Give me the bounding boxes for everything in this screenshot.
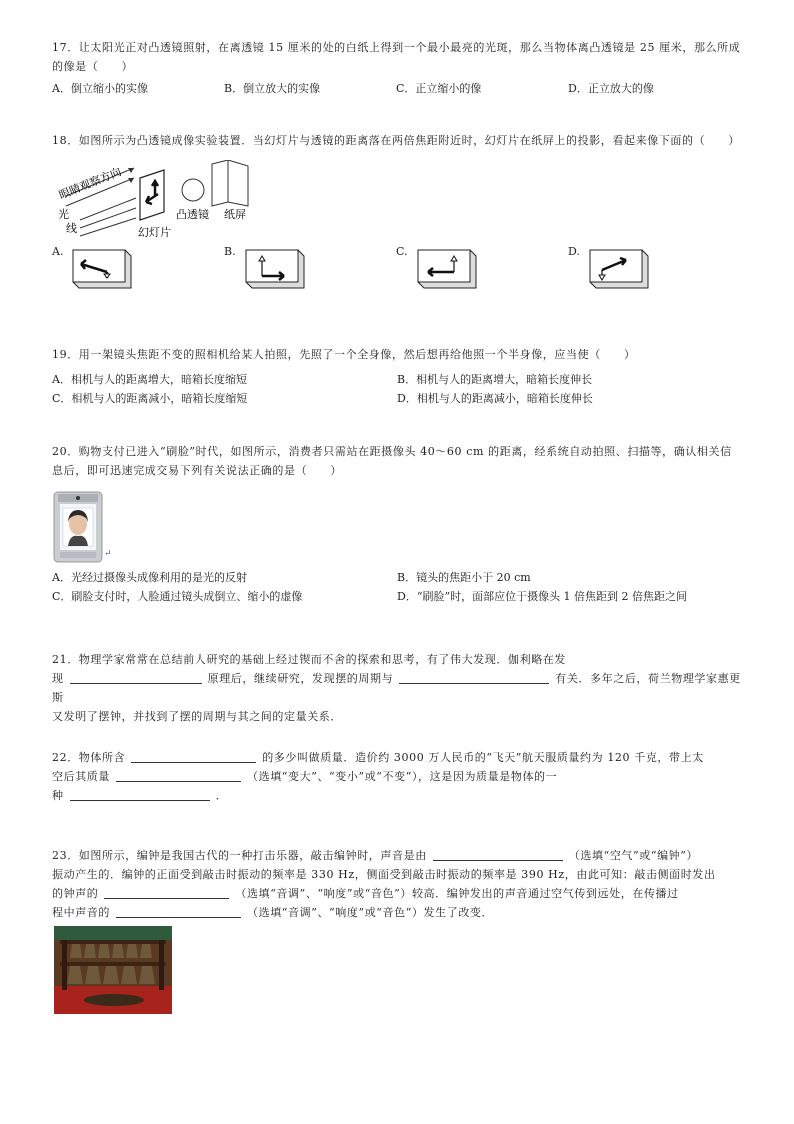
question-19 <box>52 345 742 408</box>
option-a: A．倒立缩小的实像 <box>52 82 148 95</box>
option-d: D．正立放大的像 <box>568 82 654 95</box>
face-payment-device-image <box>52 490 104 564</box>
bianzhong-photo <box>54 926 172 1014</box>
blank-2[interactable] <box>104 886 229 899</box>
option-d-figure <box>586 246 650 290</box>
option-c-figure <box>414 246 478 290</box>
option-c: C．正立缩小的像 <box>396 82 482 95</box>
question-20-text: 20．购物支付已进入“刷脸”时代，如图所示，消费者只需站在距摄像头 40～60 cm 的距离，经系统自动拍照、扫描等，确认相关信息后，即可迅速完成交易下列有关说法正确的是（ ） <box>52 445 732 477</box>
question-18-text: 18．如图所示为凸透镜成像实验装置．当幻灯片与透镜的距离落在两倍焦距附近时，幻灯片在纸屏上的投影，看起来像下面的（ ） <box>52 134 740 147</box>
option-d: D．相机与人的距离减小，暗箱长度伸长 <box>397 392 593 405</box>
question-20 <box>52 442 742 606</box>
question-21: 21．物理学家常常在总结前人研究的基础上经过锲而不舍的探索和思考，有了伟大发现．伽利略在发 现 原理后，继续研究，发现摆的周期与 有关．多年之后，荷兰物理学家惠更斯 又发明了摆钟，并找到了摆的周期与其之间的定量关系． <box>52 653 741 723</box>
question-23: 23．如图所示，编钟是我国古代的一种打击乐器，敲击编钟时，声音是由 （选填“空气”或“编钟”） 振动产生的．编钟的正面受到敲击时振动的频率是 330 Hz，侧面受到敲击时振动的频率是 390 Hz，由此可知：敲击侧面时发出 的钟声的 （选填“音调”、“响度”或“音色”）较高．编钟发出的声音通过空气传到远处，在传播过 程中声音的 （选填“音调”、“响度”或“音色”）发生了改变． <box>52 849 716 919</box>
option-b: B. <box>224 246 396 290</box>
light-label-2: 线 <box>66 222 77 235</box>
option-a: A．光经过摄像头成像利用的是光的反射 <box>52 571 247 584</box>
lens-experiment-figure <box>52 160 262 238</box>
option-b: B．倒立放大的实像 <box>224 82 321 95</box>
blank-2[interactable] <box>116 769 241 782</box>
slide-label: 幻灯片 <box>138 226 171 238</box>
option-a-figure <box>69 246 133 290</box>
option-d: D．“刷脸”时，面部应位于摄像头 1 倍焦距到 2 倍焦距之间 <box>397 590 688 603</box>
option-a: A．相机与人的距离增大，暗箱长度缩短 <box>52 373 247 386</box>
question-17 <box>52 38 742 98</box>
option-d: D. <box>568 246 740 290</box>
blank-2[interactable] <box>399 671 549 684</box>
blank-1[interactable] <box>433 848 563 861</box>
option-c: C．刷脸支付时，人脸通过镜头成倒立、缩小的虚像 <box>52 590 303 603</box>
blank-1[interactable] <box>70 671 202 684</box>
question-17-text: 17．让太阳光正对凸透镜照射，在离透镜 15 厘米的处的白纸上得到一个最小最亮的光斑，那么当物体离凸透镜是 25 厘米，那么所成的像是（ ） <box>52 41 741 73</box>
blank-1[interactable] <box>131 750 256 763</box>
option-b: B．镜头的焦距小于 20 cm <box>397 571 531 584</box>
option-c: C. <box>396 246 568 290</box>
lens-label: 凸透镜 <box>176 208 209 221</box>
option-b-figure <box>242 246 306 290</box>
screen-label: 纸屏 <box>224 208 246 221</box>
question-18 <box>52 131 742 290</box>
option-a: A. <box>52 246 224 290</box>
return-mark: ↵ <box>104 549 112 559</box>
option-c: C．相机与人的距离减小，暗箱长度缩短 <box>52 392 248 405</box>
question-22: 22．物体所含 的多少叫做质量．造价约 3000 万人民币的“飞天”航天服质量约为 120 千克，带上太 空后其质量 （选填“变大”、“变小”或“不变”），这是因为质量是物体的一 种 ． <box>52 751 704 802</box>
question-19-text: 19．用一架镜头焦距不变的照相机给某人拍照，先照了一个全身像，然后想再给他照一个半身像，应当使（ ） <box>52 348 636 361</box>
light-label-1: 光 <box>58 208 69 221</box>
eye-direction-label: 眼睛观察方向 <box>57 165 124 202</box>
option-b: B．相机与人的距离增大，暗箱长度伸长 <box>397 373 593 386</box>
blank-3[interactable] <box>116 905 241 918</box>
blank-3[interactable] <box>70 788 210 801</box>
